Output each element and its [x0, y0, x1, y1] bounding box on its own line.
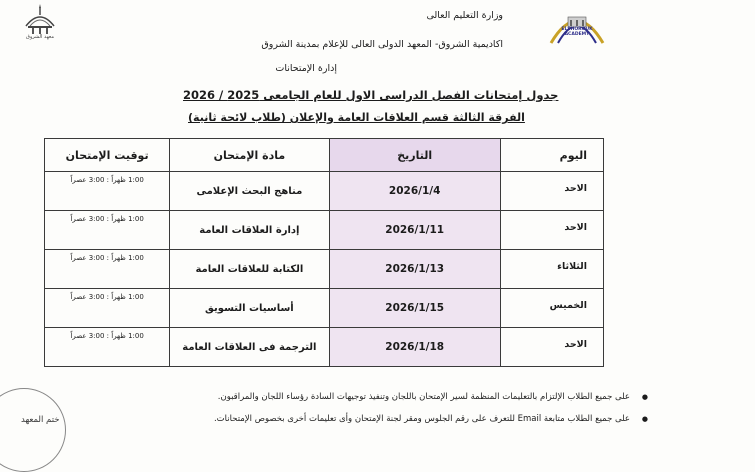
academy-logo-text: ELSHOROUK ACADEMY — [561, 27, 593, 37]
row-subject: أساسيات التسويق — [170, 289, 329, 328]
table-row — [45, 289, 604, 328]
department-name: إدارة الإمتحانات — [275, 63, 337, 74]
row-subject: مناهج البحث الإعلامى — [170, 172, 329, 211]
header-day: اليوم — [500, 139, 603, 172]
row-date: 2026/1/18 — [329, 328, 500, 367]
row-subject: الترجمة فى العلاقات العامة — [170, 328, 329, 367]
row-time: 1:00 ظهراً : 3:00 عصراً — [70, 176, 144, 184]
row-date: 2026/1/11 — [329, 211, 500, 250]
table-row — [45, 328, 604, 367]
row-subject: إدارة العلاقات العامة — [170, 211, 329, 250]
institute-logo-text: معهد الشروق — [25, 34, 55, 40]
row-date: 2026/1/4 — [329, 172, 500, 211]
table-row — [45, 250, 604, 289]
instructions-list — [214, 386, 630, 430]
header-subject: مادة الإمتحان — [170, 139, 329, 172]
header-date: التاريخ — [329, 139, 500, 172]
academy-name: اكاديمية الشروق- المعهد الدولى العالى للإعلام بمدينة الشروق — [261, 39, 503, 50]
schedule-subtitle: الفرقة الثالثة قسم العلاقات العامة والإعلان (طلاب لائحة ثانية) — [188, 111, 525, 124]
ministry-name: وزارة التعليم العالى — [426, 10, 503, 21]
row-time: 1:00 ظهراً : 3:00 عصراً — [70, 254, 144, 262]
header-time: توقيت الإمتحان — [45, 139, 170, 172]
stamp-circle — [0, 388, 66, 472]
row-time: 1:00 ظهراً : 3:00 عصراً — [70, 215, 144, 223]
schedule-title: جدول إمتحانات الفصل الدراسى الاول للعام الجامعى 2025 / 2026 — [183, 88, 559, 102]
table-row — [45, 211, 604, 250]
table-header-row — [45, 139, 604, 172]
row-day: الثلاثاء — [557, 260, 587, 272]
row-day: الخميس — [549, 299, 587, 311]
row-day: الاحد — [564, 182, 587, 194]
exam-schedule-table — [44, 138, 604, 367]
row-time: 1:00 ظهراً : 3:00 عصراً — [70, 293, 144, 301]
table-row — [45, 172, 604, 211]
row-time: 1:00 ظهراً : 3:00 عصراً — [70, 332, 144, 340]
instruction-item: على جميع الطلاب متابعة Email للتعرف على رقم الجلوس ومقر لجنة الإمتحان وأى تعليمات أخرى بخصوص الإمتحانات. ● — [214, 408, 630, 430]
stamp-label: ختم المعهد — [21, 415, 60, 425]
row-day: الاحد — [564, 338, 587, 350]
academy-logo-icon — [548, 3, 606, 47]
instruction-item: على جميع الطلاب الإلتزام بالتعليمات المنظمة لسير الإمتحان باللجان وتنفيذ توجيهات السادة رؤساء اللجان والمراقبون. ● — [214, 386, 630, 408]
row-day: الاحد — [564, 221, 587, 233]
row-subject: الكتابة للعلاقات العامة — [170, 250, 329, 289]
row-date: 2026/1/13 — [329, 250, 500, 289]
row-date: 2026/1/15 — [329, 289, 500, 328]
